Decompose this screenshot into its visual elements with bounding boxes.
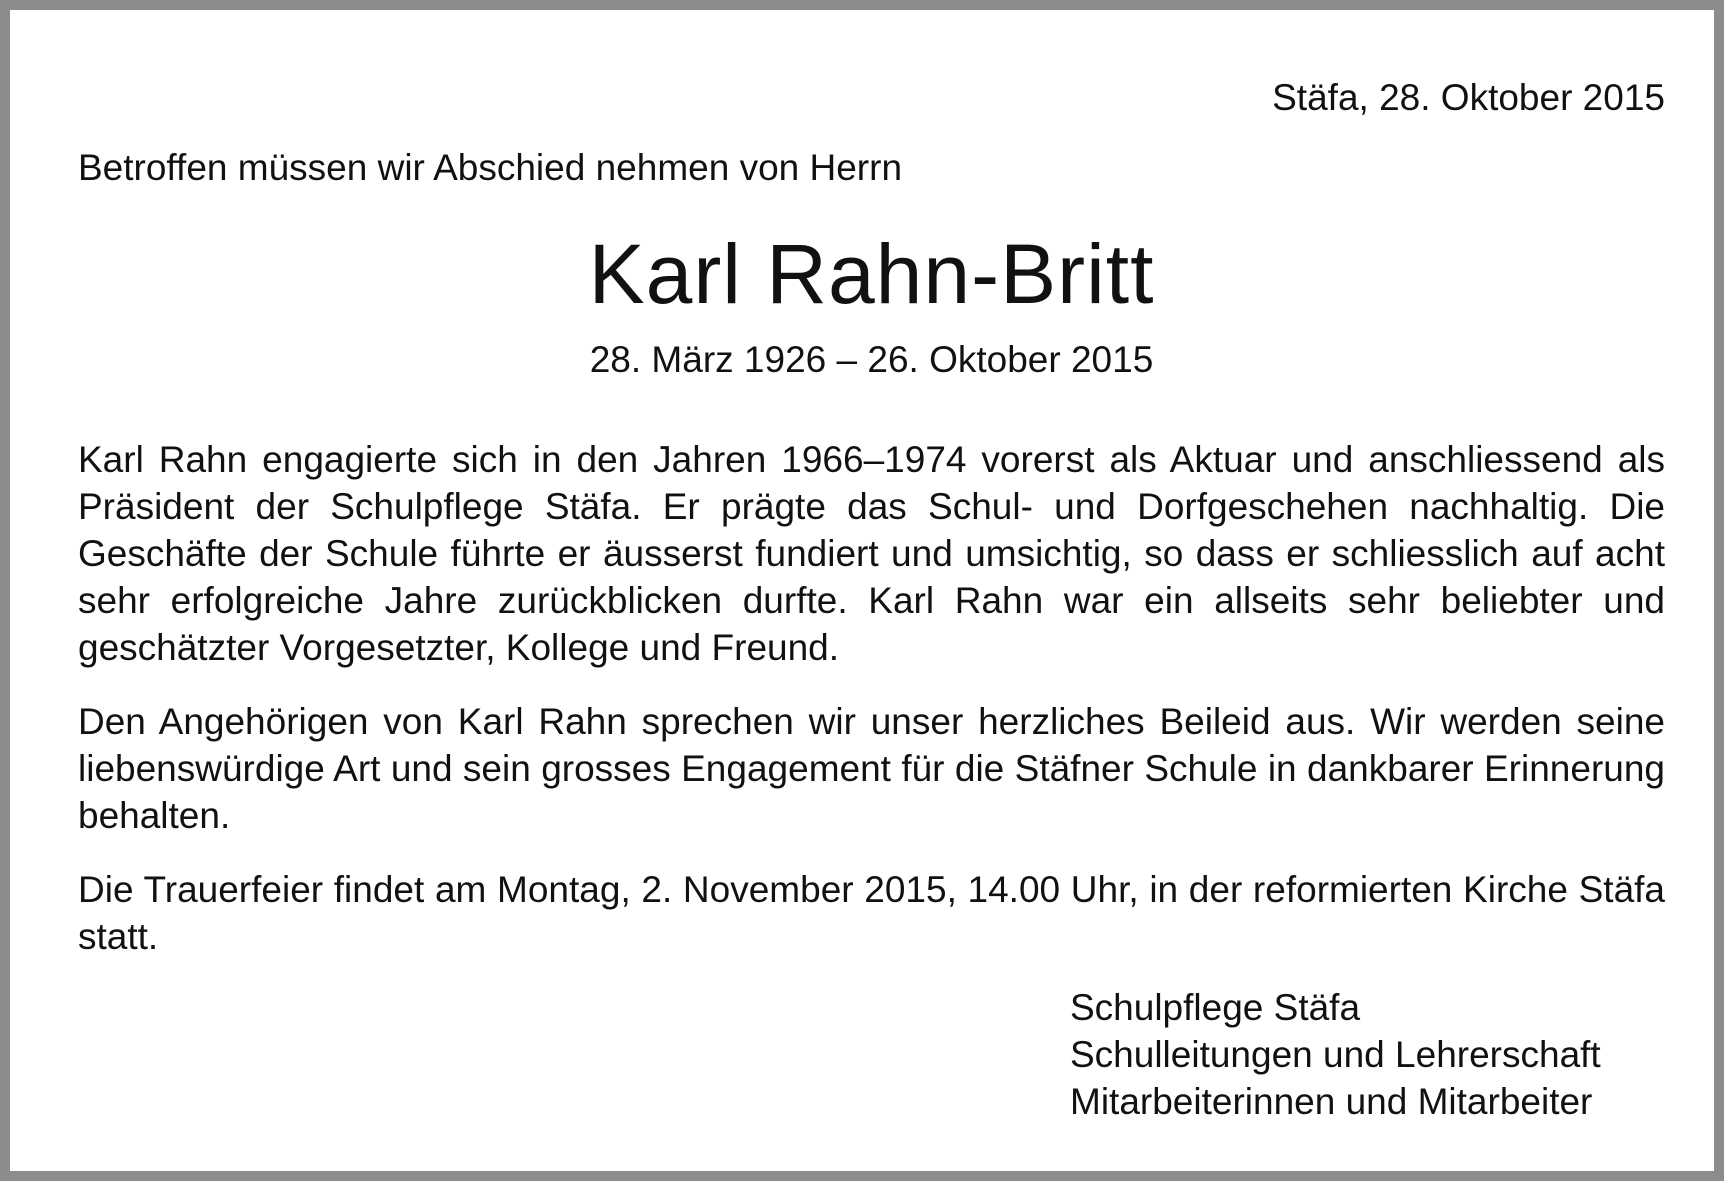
signature-block — [1070, 984, 1601, 1125]
life-dates: 28. März 1926 – 26. Oktober 2015 — [589, 339, 1154, 380]
intro-text: Betroffen müssen wir Abschied nehmen von Herrn — [78, 147, 903, 188]
body-paragraph-1: Karl Rahn engagierte sich in den Jahren 1966–1974 vorerst als Aktuar und anschliessend als Präsident der Schulpflege Stäfa. Er prägte das Schul- und Dorfgeschehen nachhaltig. Die Geschäfte der Schule führte er äusserst fundiert und umsichtig, so dass er schliesslich auf acht sehr erfolgreiche Jahre zurückblicken durfte. Karl Rahn war ein allseits sehr beliebter und geschätzter Vorgesetzter, Kollege und Freund. — [78, 439, 1665, 668]
body-paragraph-3: Die Trauerfeier findet am Montag, 2. November 2015, 14.00 Uhr, in der reformierten Kirche Stäfa statt. — [78, 869, 1665, 957]
deceased-name: Karl Rahn-Britt — [588, 227, 1155, 321]
signature-line-2: Schulleitungen und Lehrerschaft — [1070, 1034, 1601, 1075]
signature-line-3: Mitarbeiterinnen und Mitarbeiter — [1070, 1081, 1593, 1122]
body-paragraph-2: Den Angehörigen von Karl Rahn sprechen wir unser herzliches Beileid aus. Wir werden seine liebenswürdige Art und sein grosses Engagement für die Stäfner Schule in dankbarer Erinnerung behalten. — [78, 701, 1665, 836]
place-date: Stäfa, 28. Oktober 2015 — [1272, 77, 1665, 118]
signature-line-1: Schulpflege Stäfa — [1070, 987, 1361, 1028]
